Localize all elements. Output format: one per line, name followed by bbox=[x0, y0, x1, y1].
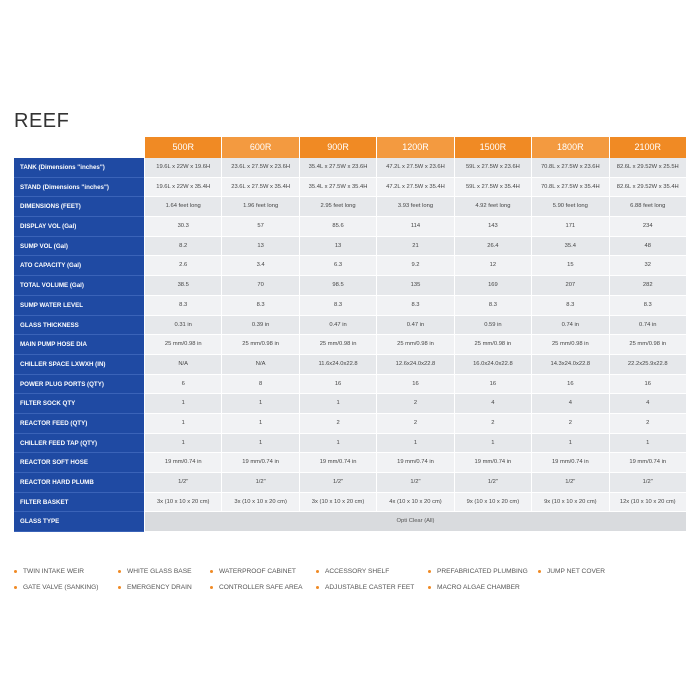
table-cell: 19 mm/0.74 in bbox=[531, 453, 608, 473]
row-label: DISPLAY VOL (Gal) bbox=[14, 217, 144, 237]
table-cell: 6 bbox=[144, 375, 221, 395]
table-cell: 135 bbox=[376, 276, 453, 296]
table-cell: 19.6L x 22W x 35.4H bbox=[144, 178, 221, 198]
row-label: CHILLER SPACE LXWXH (IN) bbox=[14, 355, 144, 375]
column-header: 600R bbox=[221, 137, 298, 158]
table-cell: 0.74 in bbox=[609, 316, 686, 336]
column-header: 1800R bbox=[531, 137, 608, 158]
row-label: FILTER SOCK QTY bbox=[14, 394, 144, 414]
row-label: REACTOR SOFT HOSE bbox=[14, 453, 144, 473]
table-cell: 4 bbox=[454, 394, 531, 414]
feature-item bbox=[14, 568, 118, 575]
table-cell: 1 bbox=[144, 434, 221, 454]
table-row bbox=[14, 197, 686, 217]
table-cell: 1 bbox=[221, 414, 298, 434]
table-cell: 25 mm/0.98 in bbox=[454, 335, 531, 355]
column-header: 1500R bbox=[454, 137, 531, 158]
table-cell: 35.4 bbox=[531, 237, 608, 257]
bullet-icon bbox=[316, 586, 319, 589]
table-cell: 0.39 in bbox=[221, 316, 298, 336]
bullet-icon bbox=[428, 570, 431, 573]
feature-item bbox=[316, 568, 428, 575]
table-cell: 25 mm/0.98 in bbox=[299, 335, 376, 355]
feature-item bbox=[118, 584, 210, 591]
table-cell: 25 mm/0.98 in bbox=[531, 335, 608, 355]
feature-item bbox=[538, 568, 638, 575]
table-cell: 25 mm/0.98 in bbox=[221, 335, 298, 355]
table-cell: 19 mm/0.74 in bbox=[609, 453, 686, 473]
bullet-icon bbox=[14, 586, 17, 589]
row-label: GLASS THICKNESS bbox=[14, 316, 144, 336]
table-cell: 114 bbox=[376, 217, 453, 237]
header-corner bbox=[14, 137, 144, 158]
table-cell: 57 bbox=[221, 217, 298, 237]
table-cell: 12 bbox=[454, 256, 531, 276]
bullet-icon bbox=[428, 586, 431, 589]
table-row bbox=[14, 296, 686, 316]
table-cell: 2 bbox=[376, 414, 453, 434]
row-label: TANK (Dimensions "inches") bbox=[14, 158, 144, 178]
row-label: FILTER BASKET bbox=[14, 493, 144, 513]
table-cell: 82.6L x 29.52W x 25.5H bbox=[609, 158, 686, 178]
table-cell: 169 bbox=[454, 276, 531, 296]
row-label: ATO CAPACITY (Gal) bbox=[14, 256, 144, 276]
table-row bbox=[14, 158, 686, 178]
feature-list bbox=[14, 568, 686, 591]
table-cell: 8.3 bbox=[299, 296, 376, 316]
table-cell: 1 bbox=[531, 434, 608, 454]
table-cell: 30.3 bbox=[144, 217, 221, 237]
table-cell: 3x (10 x 10 x 20 cm) bbox=[299, 493, 376, 513]
table-cell: 8.3 bbox=[376, 296, 453, 316]
table-cell: 1/2" bbox=[376, 473, 453, 493]
table-cell: 4 bbox=[609, 394, 686, 414]
column-header: 2100R bbox=[609, 137, 686, 158]
table-cell: 19 mm/0.74 in bbox=[221, 453, 298, 473]
table-cell: 0.31 in bbox=[144, 316, 221, 336]
table-cell: 8.3 bbox=[609, 296, 686, 316]
table-cell: 19.6L x 22W x 19.6H bbox=[144, 158, 221, 178]
table-row bbox=[14, 434, 686, 454]
table-cell: 2 bbox=[531, 414, 608, 434]
feature-label: JUMP NET COVER bbox=[547, 568, 606, 575]
table-cell: 1 bbox=[221, 434, 298, 454]
table-cell: 16 bbox=[531, 375, 608, 395]
feature-label: CONTROLLER SAFE AREA bbox=[219, 584, 303, 591]
table-cell: 8.3 bbox=[221, 296, 298, 316]
table-cell: 14.3x24.0x22.8 bbox=[531, 355, 608, 375]
table-cell: 12.6x24.0x22.8 bbox=[376, 355, 453, 375]
table-cell: 59L x 27.5W x 23.6H bbox=[454, 158, 531, 178]
table-row bbox=[14, 237, 686, 257]
table-cell: 16 bbox=[299, 375, 376, 395]
table-cell: 48 bbox=[609, 237, 686, 257]
row-label: TOTAL VOLUME (Gal) bbox=[14, 276, 144, 296]
row-label: MAIN PUMP HOSE DIA bbox=[14, 335, 144, 355]
feature-label: TWIN INTAKE WEIR bbox=[23, 568, 85, 575]
table-cell: 1/2" bbox=[454, 473, 531, 493]
table-cell: 2 bbox=[454, 414, 531, 434]
table-cell: 9x (10 x 10 x 20 cm) bbox=[531, 493, 608, 513]
table-row bbox=[14, 375, 686, 395]
table-cell: 6.88 feet long bbox=[609, 197, 686, 217]
table-cell: 0.59 in bbox=[454, 316, 531, 336]
table-cell: 3.4 bbox=[221, 256, 298, 276]
table-cell: N/A bbox=[144, 355, 221, 375]
table-cell: 8 bbox=[221, 375, 298, 395]
table-cell: 1 bbox=[299, 434, 376, 454]
table-header bbox=[14, 137, 686, 158]
table-cell: 2 bbox=[376, 394, 453, 414]
column-header: 1200R bbox=[376, 137, 453, 158]
table-cell: 1.96 feet long bbox=[221, 197, 298, 217]
table-cell: 98.5 bbox=[299, 276, 376, 296]
table-row bbox=[14, 217, 686, 237]
table-cell: 3x (10 x 10 x 20 cm) bbox=[144, 493, 221, 513]
table-row bbox=[14, 335, 686, 355]
table-cell: 4x (10 x 10 x 20 cm) bbox=[376, 493, 453, 513]
feature-item bbox=[316, 584, 428, 591]
table-cell: 19 mm/0.74 in bbox=[144, 453, 221, 473]
table-cell: 9.2 bbox=[376, 256, 453, 276]
row-label: DIMENSIONS (FEET) bbox=[14, 197, 144, 217]
feature-label: WHITE GLASS BASE bbox=[127, 568, 192, 575]
table-cell: 1 bbox=[609, 434, 686, 454]
table-cell: 1 bbox=[299, 394, 376, 414]
table-cell: 85.6 bbox=[299, 217, 376, 237]
table-cell: 70.8L x 27.5W x 23.6H bbox=[531, 158, 608, 178]
feature-label: EMERGENCY DRAIN bbox=[127, 584, 192, 591]
feature-label: GATE VALVE (SANKING) bbox=[23, 584, 99, 591]
table-cell: 234 bbox=[609, 217, 686, 237]
table-cell: 59L x 27.5W x 35.4H bbox=[454, 178, 531, 198]
table-cell: 1/2" bbox=[299, 473, 376, 493]
table-cell: 1 bbox=[454, 434, 531, 454]
glass-type-value: Opti Clear (All) bbox=[144, 512, 686, 532]
feature-item bbox=[428, 584, 538, 591]
table-cell: 12x (10 x 10 x 20 cm) bbox=[609, 493, 686, 513]
table-row bbox=[14, 453, 686, 473]
table-row bbox=[14, 276, 686, 296]
bullet-icon bbox=[118, 586, 121, 589]
table-cell: 282 bbox=[609, 276, 686, 296]
table-cell: 82.6L x 29.52W x 35.4H bbox=[609, 178, 686, 198]
table-cell: 16 bbox=[376, 375, 453, 395]
table-cell: 19 mm/0.74 in bbox=[454, 453, 531, 473]
table-cell: 21 bbox=[376, 237, 453, 257]
table-cell: 13 bbox=[299, 237, 376, 257]
table-cell: N/A bbox=[221, 355, 298, 375]
row-label: GLASS TYPE bbox=[14, 512, 144, 532]
table-cell: 22.2x25.9x22.8 bbox=[609, 355, 686, 375]
row-label: SUMP WATER LEVEL bbox=[14, 296, 144, 316]
row-label: CHILLER FEED TAP (QTY) bbox=[14, 434, 144, 454]
table-cell: 1 bbox=[144, 414, 221, 434]
table-cell: 25 mm/0.98 in bbox=[144, 335, 221, 355]
table-cell: 9x (10 x 10 x 20 cm) bbox=[454, 493, 531, 513]
feature-label: ADJUSTABLE CASTER FEET bbox=[325, 584, 415, 591]
table-cell: 1 bbox=[221, 394, 298, 414]
table-row bbox=[14, 493, 686, 513]
feature-item bbox=[14, 584, 118, 591]
bullet-icon bbox=[210, 586, 213, 589]
row-label: STAND (Dimensions "inches") bbox=[14, 178, 144, 198]
table-cell: 13 bbox=[221, 237, 298, 257]
feature-item bbox=[118, 568, 210, 575]
table-cell: 70 bbox=[221, 276, 298, 296]
table-cell: 23.6L x 27.5W x 35.4H bbox=[221, 178, 298, 198]
table-row bbox=[14, 473, 686, 493]
feature-item bbox=[428, 568, 538, 575]
table-cell: 32 bbox=[609, 256, 686, 276]
table-cell: 8.2 bbox=[144, 237, 221, 257]
table-cell: 35.4L x 27.5W x 35.4H bbox=[299, 178, 376, 198]
column-header: 900R bbox=[299, 137, 376, 158]
table-row bbox=[14, 256, 686, 276]
row-label: REACTOR FEED (QTY) bbox=[14, 414, 144, 434]
table-cell: 2.95 feet long bbox=[299, 197, 376, 217]
table-cell: 1/2" bbox=[144, 473, 221, 493]
table-cell: 207 bbox=[531, 276, 608, 296]
table-cell: 15 bbox=[531, 256, 608, 276]
table-cell: 23.6L x 27.5W x 23.6H bbox=[221, 158, 298, 178]
table-cell: 1/2" bbox=[531, 473, 608, 493]
table-cell: 1.64 feet long bbox=[144, 197, 221, 217]
bullet-icon bbox=[210, 570, 213, 573]
table-cell: 70.8L x 27.5W x 35.4H bbox=[531, 178, 608, 198]
table-row bbox=[14, 178, 686, 198]
table-cell: 3.93 feet long bbox=[376, 197, 453, 217]
table-cell: 8.3 bbox=[144, 296, 221, 316]
table-cell: 1 bbox=[144, 394, 221, 414]
feature-label: ACCESSORY SHELF bbox=[325, 568, 390, 575]
table-cell: 11.6x24.0x22.8 bbox=[299, 355, 376, 375]
table-cell: 1/2" bbox=[221, 473, 298, 493]
table-cell: 1/2" bbox=[609, 473, 686, 493]
table-cell: 143 bbox=[454, 217, 531, 237]
feature-item bbox=[210, 568, 316, 575]
table-cell: 26.4 bbox=[454, 237, 531, 257]
table-cell: 35.4L x 27.5W x 23.6H bbox=[299, 158, 376, 178]
table-cell: 2.6 bbox=[144, 256, 221, 276]
table-cell: 19 mm/0.74 in bbox=[299, 453, 376, 473]
row-label: REACTOR HARD PLUMB bbox=[14, 473, 144, 493]
table-cell: 4 bbox=[531, 394, 608, 414]
bullet-icon bbox=[118, 570, 121, 573]
feature-item bbox=[210, 584, 316, 591]
table-cell: 38.5 bbox=[144, 276, 221, 296]
row-label: SUMP VOL (Gal) bbox=[14, 237, 144, 257]
table-cell: 16 bbox=[454, 375, 531, 395]
table-cell: 8.3 bbox=[454, 296, 531, 316]
table-cell: 5.90 feet long bbox=[531, 197, 608, 217]
table-cell: 0.74 in bbox=[531, 316, 608, 336]
bullet-icon bbox=[316, 570, 319, 573]
table-cell: 6.3 bbox=[299, 256, 376, 276]
table-cell: 1 bbox=[376, 434, 453, 454]
table-cell: 47.2L x 27.5W x 23.6H bbox=[376, 158, 453, 178]
table-cell: 171 bbox=[531, 217, 608, 237]
page-title: REEF bbox=[14, 110, 70, 132]
table-row bbox=[14, 414, 686, 434]
table-row bbox=[14, 316, 686, 336]
table-cell: 0.47 in bbox=[299, 316, 376, 336]
bullet-icon bbox=[14, 570, 17, 573]
table-row-glass-type bbox=[14, 512, 686, 532]
table-cell: 3x (10 x 10 x 20 cm) bbox=[221, 493, 298, 513]
feature-label: MACRO ALGAE CHAMBER bbox=[437, 584, 520, 591]
table-cell: 0.47 in bbox=[376, 316, 453, 336]
table-cell: 25 mm/0.98 in bbox=[376, 335, 453, 355]
table-cell: 2 bbox=[609, 414, 686, 434]
table-cell: 47.2L x 27.5W x 35.4H bbox=[376, 178, 453, 198]
bullet-icon bbox=[538, 570, 541, 573]
table-row bbox=[14, 394, 686, 414]
table-cell: 25 mm/0.98 in bbox=[609, 335, 686, 355]
spec-table bbox=[14, 137, 686, 532]
table-cell: 16 bbox=[609, 375, 686, 395]
table-cell: 19 mm/0.74 in bbox=[376, 453, 453, 473]
column-header: 500R bbox=[144, 137, 221, 158]
table-cell: 4.92 feet long bbox=[454, 197, 531, 217]
feature-label: WATERPROOF CABINET bbox=[219, 568, 296, 575]
feature-label: PREFABRICATED PLUMBING bbox=[437, 568, 528, 575]
table-cell: 16.0x24.0x22.8 bbox=[454, 355, 531, 375]
row-label: POWER PLUG PORTS (QTY) bbox=[14, 375, 144, 395]
table-cell: 8.3 bbox=[531, 296, 608, 316]
table-row bbox=[14, 355, 686, 375]
table-cell: 2 bbox=[299, 414, 376, 434]
